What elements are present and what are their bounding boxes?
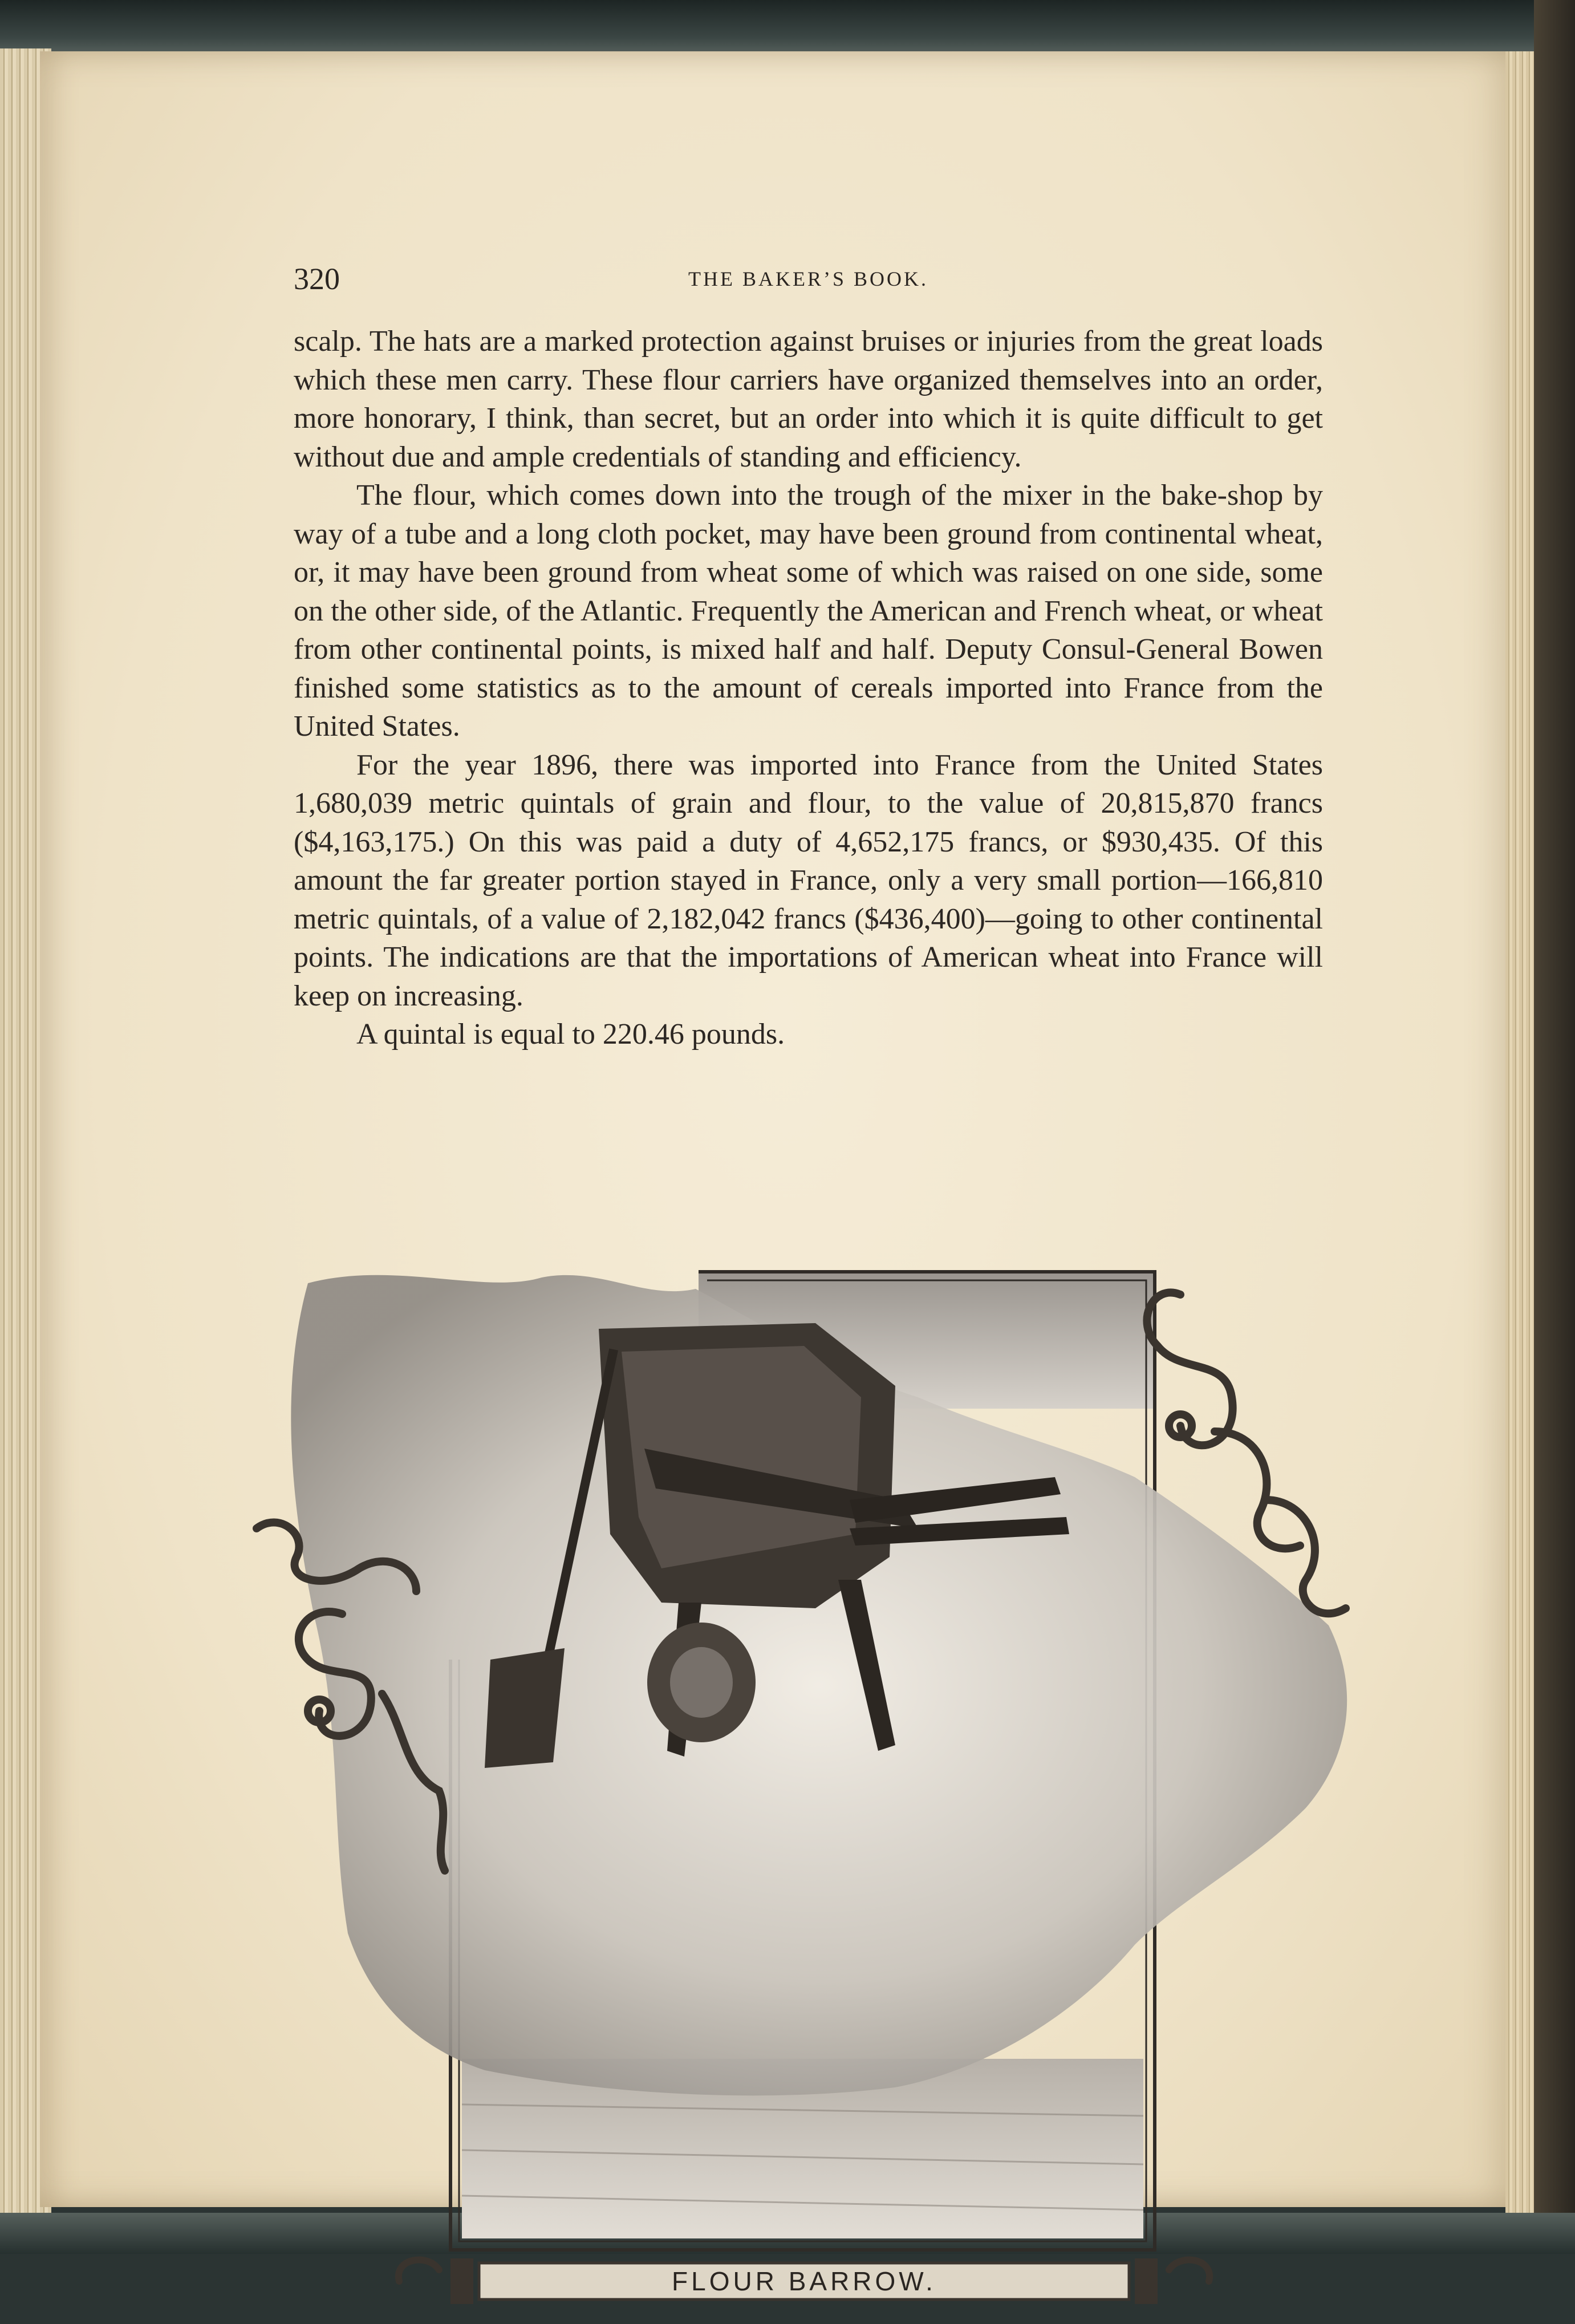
paragraph: scalp. The hats are a marked protection against bruises or injuries from the great loads which these men carry. These flour carriers have organized themselves into an order, more honorary, I think, than secret, but an order into which it is quite difficult to get without due and ample credentials of standing and efficiency. [294,325,1323,473]
illustration-caption: FLOUR BARROW. [672,2266,936,2296]
running-title: THE BAKER’S BOOK. [688,267,928,290]
page-stack-right [1505,51,1537,2213]
body-text [294,322,1323,1054]
book-cover-top [0,0,1575,54]
paragraph: A quintal is equal to 220.46 pounds. [356,1018,785,1051]
paragraph: The flour, which comes down into the trough of the mixer in the bake-shop by way of a tube and a long cloth pocket, may have been ground from continental wheat, or, it may have been ground from wheat some of which was raised on one side, some on the other side, of the Atlantic. Frequently the American and French wheat, or wheat from other continental points, is mixed half and half. Deputy Consul-General Bowen finished some statistics as to the amount of cereals imported into France from the United States. [294,479,1323,743]
page-number: 320 [294,262,340,296]
book-cover-right [1534,0,1575,2254]
flour-barrow-illustration [245,1260,1374,2324]
paragraph: For the year 1896, there was imported into France from the United States 1,680,039 metric quintals of grain and flour, to the value of 20,815,870 francs ($4,163,175.) On this was paid a duty of 4,652,175 francs, or $930,435. Of this amount the far greater portion stayed in France, only a very small portion—166,810 metric quintals, of a value of 2,182,042 francs ($436,400)—going to other continental points. The indications are that the importations of American wheat into France will keep on increasing. [294,748,1323,1012]
running-head [294,261,1323,301]
caption-banner [399,2258,1209,2304]
illustration-artwork [245,1260,1374,2321]
